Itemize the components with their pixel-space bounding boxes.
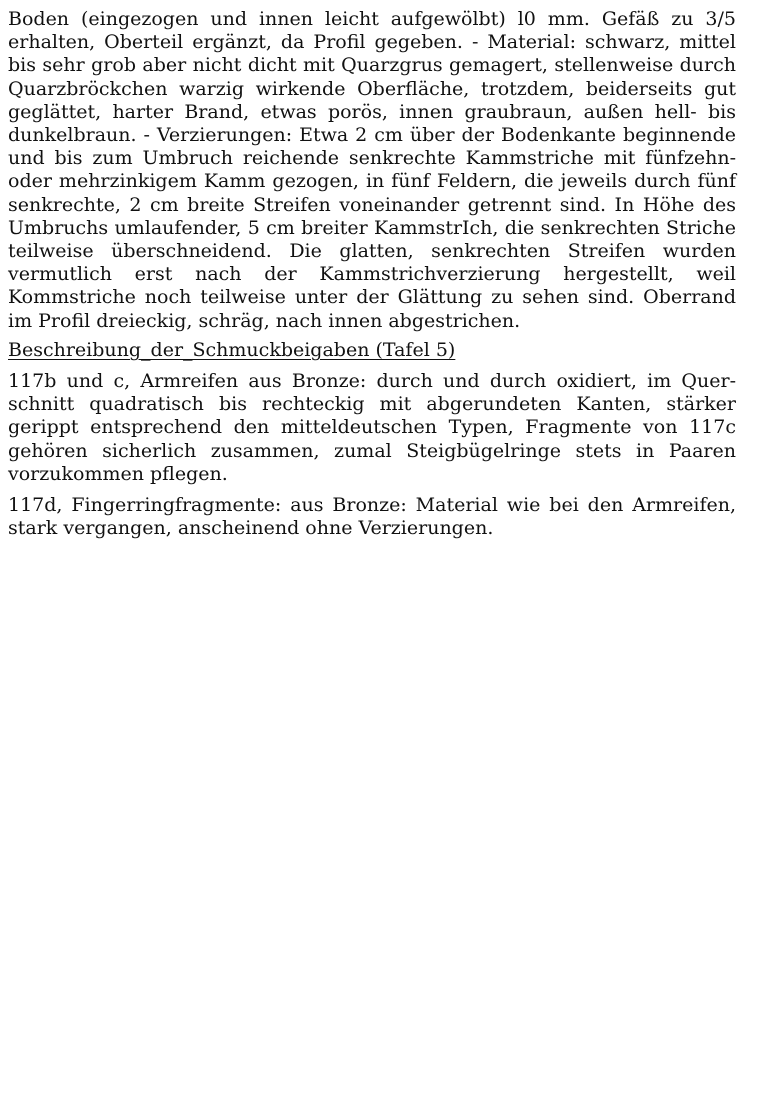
document-page	[8, 8, 736, 540]
section-heading: Beschreibung_der_Schmuckbeigaben (Tafel 5)	[8, 338, 456, 361]
fingerring-description-paragraph: 117d, Fingerringfragmente: aus Bronze: Material wie bei den Armreifen, stark vergangen, anscheinend ohne Verzierungen.	[8, 494, 736, 540]
armring-description-paragraph: 117b und c, Armreifen aus Bronze: durch und durch oxidiert, im Querschnitt quadratisch bis rechteckig mit abgerundeten Kanten, stärker gerippt entsprechend den mitteldeutschen Typen, Fragmente von 117c gehören sicherlich zusammen, zumal Steigbügelringe stets in Paaren vorzukommen pflegen.	[8, 370, 736, 485]
vessel-description-paragraph: Boden (eingezogen und innen leicht aufgewölbt) l0 mm. Gefäß zu 3/5 erhalten, Oberteil ergänzt, da Profil gegeben. - Material: schwarz, mittel bis sehr grob aber nicht dicht mit Quarzgrus gemagert, stellenweise durch Quarzbröckchen warzig wirkende Oberfläche, trotzdem, beiderseits gut geglättet, harter Brand, etwas porös, innen graubraun, außen hell- bis dunkelbraun. - Verzierungen: Etwa 2 cm über der Bodenkante beginnende und bis zum Umbruch reichende senkrechte Kammstriche mit fünfzehn- oder mehrzinkigem Kamm gezogen, in fünf Feldern, die jeweils durch fünf senkrechte, 2 cm breite Streifen voneinander getrennt sind. In Höhe des Umbruchs umlaufender, 5 cm breiter KammstrIch, die senkrechten Striche teilweise überschneidend. Die glatten, senkrechten Streifen wurden vermutlich erst nach der Kammstrichverzierung hergestellt, weil Kommstriche noch teilweise unter der Glättung zu sehen sind. Oberrand im Profil dreieckig, schräg, nach innen abgestrichen.	[8, 8, 736, 332]
